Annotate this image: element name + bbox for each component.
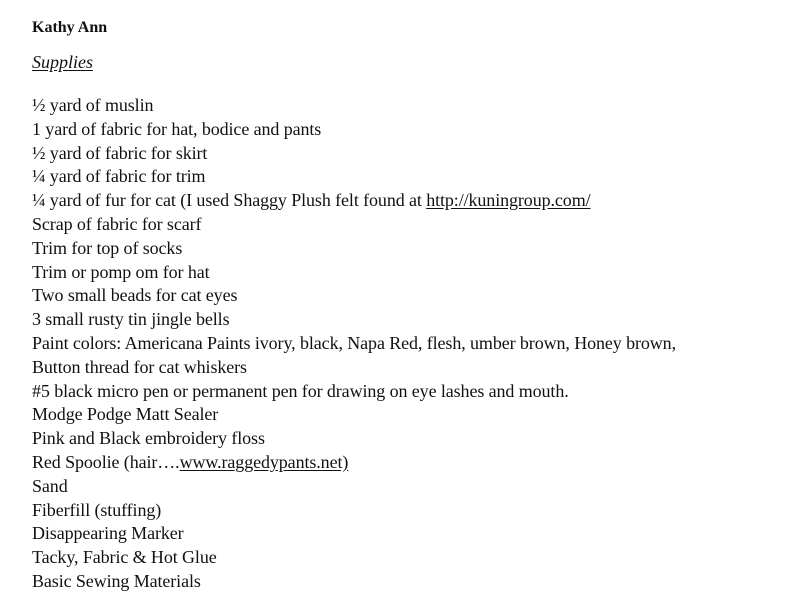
supply-item [32, 522, 676, 546]
supply-item-text: ¼ yard of fur for cat (I used Shaggy Plush felt found at [32, 190, 427, 211]
supply-item [32, 213, 676, 237]
supply-item [32, 403, 676, 427]
supply-item [32, 308, 676, 332]
supply-item [32, 284, 676, 308]
supply-item-text: Trim or pomp om for hat [32, 261, 210, 282]
supply-item [32, 475, 676, 499]
supply-item [32, 165, 676, 189]
supply-item-text: 1 yard of fabric for hat, bodice and pants [32, 118, 322, 139]
supply-item-text: #5 black micro pen or permanent pen for drawing on eye lashes and mouth. [32, 380, 569, 401]
supply-item-link[interactable]: www.raggedypants.net) [179, 451, 349, 472]
supply-item [32, 570, 676, 594]
supply-item-text: Sand [32, 475, 68, 496]
supply-item [32, 237, 676, 261]
supply-item-link[interactable]: http://kuningroup.com/ [426, 190, 591, 211]
supply-item [32, 189, 676, 213]
supply-item-text: Modge Podge Matt Sealer [32, 404, 219, 425]
supply-item [32, 118, 676, 142]
supply-item-text: Scrap of fabric for scarf [32, 213, 202, 234]
supply-item-text: ½ yard of fabric for skirt [32, 142, 208, 163]
author-name: Kathy Ann [32, 19, 108, 36]
supply-item-text: Red Spoolie (hair…. [32, 451, 180, 472]
supply-item [32, 546, 676, 570]
supply-item [32, 451, 676, 475]
supply-item-text: Trim for top of socks [32, 237, 183, 258]
supply-item-text: Basic Sewing Materials [32, 570, 201, 591]
supply-item-text: Two small beads for cat eyes [32, 285, 238, 306]
supply-item [32, 380, 676, 404]
supply-item-text: ½ yard of muslin [32, 95, 154, 115]
supplies-list [32, 94, 676, 594]
supply-item [32, 332, 676, 356]
supply-item [32, 261, 676, 285]
supply-item-text: 3 small rusty tin jingle bells [32, 309, 230, 330]
supply-item-text: Button thread for cat whiskers [32, 356, 247, 377]
supply-item-text: Tacky, Fabric & Hot Glue [32, 547, 217, 568]
supply-item [32, 94, 676, 118]
supply-item [32, 356, 676, 380]
supply-item-text: ¼ yard of fabric for trim [32, 166, 206, 187]
supply-item [32, 142, 676, 166]
supplies-heading: Supplies [32, 52, 93, 72]
supply-item-text: Disappearing Marker [32, 523, 184, 544]
supply-item-text: Pink and Black embroidery floss [32, 428, 265, 449]
supply-item [32, 499, 676, 523]
supply-item-text: Paint colors: Americana Paints ivory, black, Napa Red, flesh, umber brown, Honey brown, [32, 332, 676, 353]
supply-item-text: Fiberfill (stuffing) [32, 499, 162, 520]
supply-item [32, 427, 676, 451]
